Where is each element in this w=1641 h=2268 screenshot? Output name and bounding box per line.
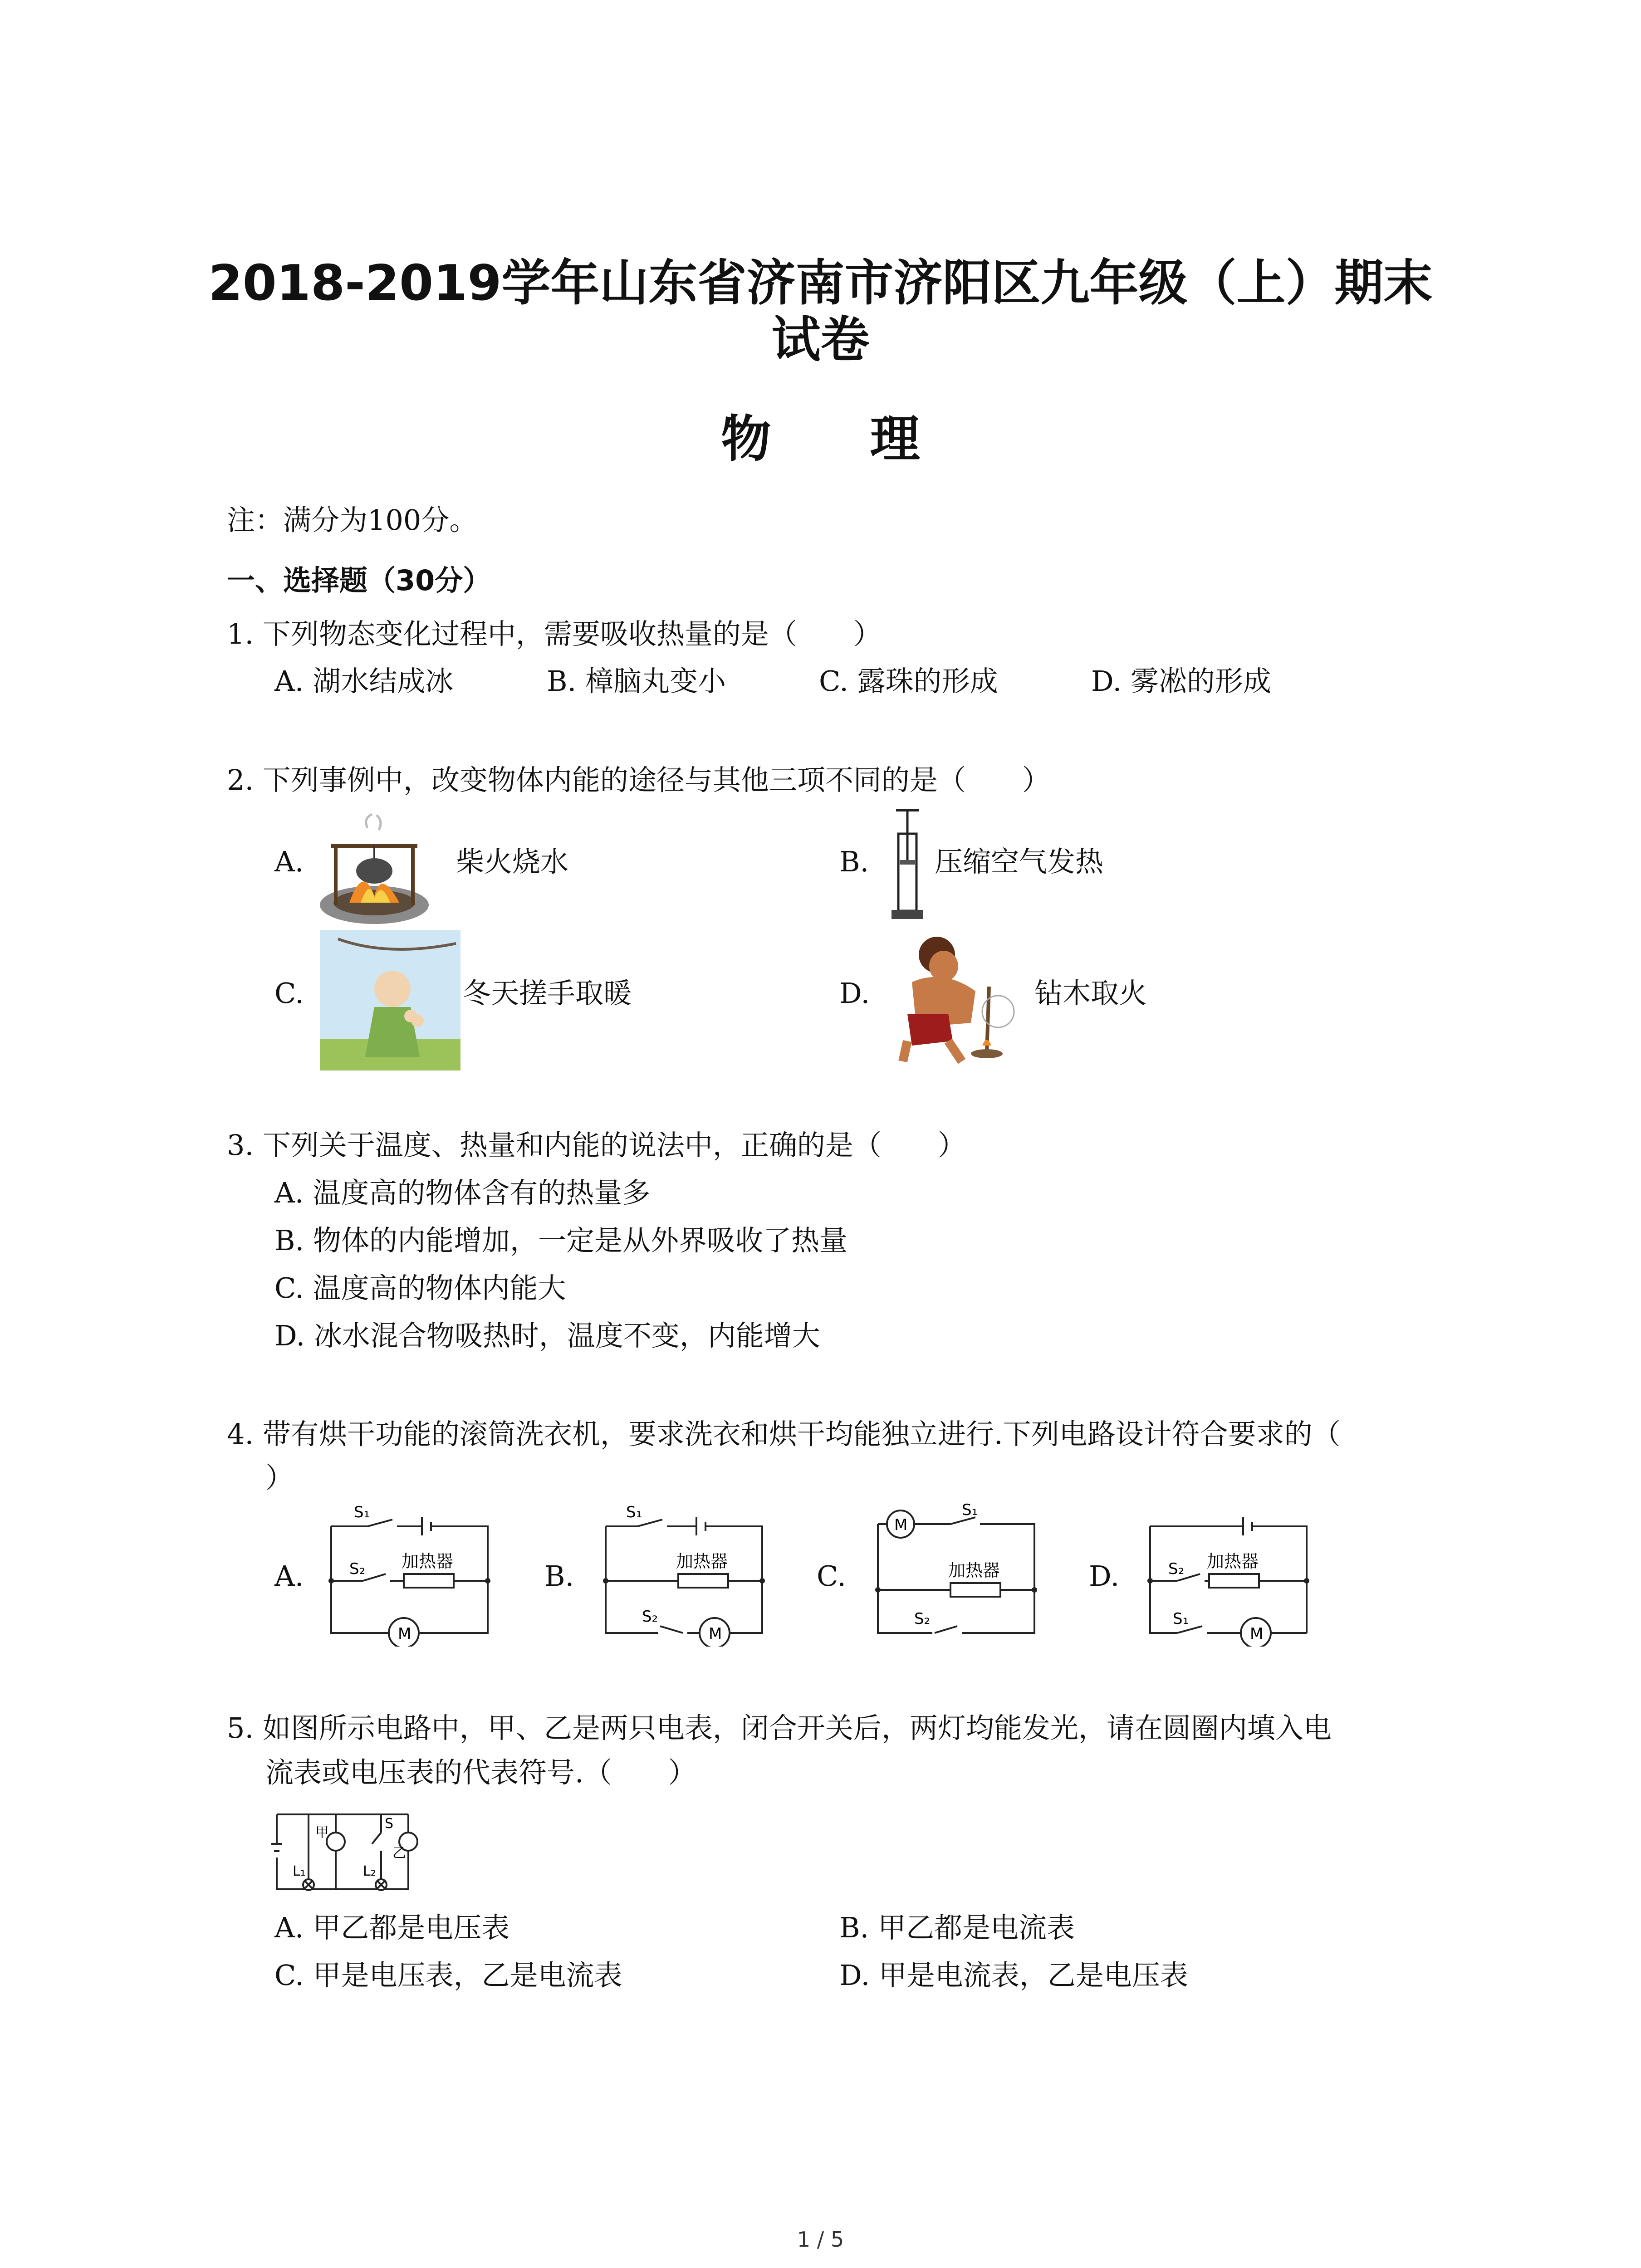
section-heading: 一、选择题（30分） xyxy=(227,564,491,597)
score-note: 注：满分为100分。 xyxy=(227,503,478,537)
question-5-option-d: D. 甲是电流表，乙是电压表 xyxy=(839,1959,1188,1992)
question-2-option-d-text: 钻木取火 xyxy=(1034,977,1147,1010)
question-4-option-a-letter: A. xyxy=(274,1559,304,1593)
question-4-option-c-letter: C. xyxy=(817,1559,846,1593)
page-number: 1 / 5 xyxy=(797,2227,844,2252)
circuit-d-heater-label: 加热器 xyxy=(1207,1551,1259,1571)
circuit-a-switch1-label: S₁ xyxy=(354,1503,370,1521)
question-5-stem-line1: 5. 如图所示电路中，甲、乙是两只电表，闭合开关后，两灯均能发光，请在圆圈内填入电 xyxy=(227,1711,1332,1745)
circuit-c-switch1-label: S₁ xyxy=(962,1501,978,1519)
question-1-option-b: B. 樟脑丸变小 xyxy=(547,665,726,698)
subject-heading: 物 理 xyxy=(721,410,961,468)
meter-switch-label: S xyxy=(385,1816,394,1832)
circuit-b-switch1-label: S₁ xyxy=(626,1503,642,1521)
question-2-option-a-letter: A. xyxy=(274,845,304,878)
lamp-l2-label: L₂ xyxy=(363,1863,376,1879)
question-5-stem-line2: 流表或电压表的代表符号.（ ） xyxy=(265,1756,696,1789)
question-2-option-d-letter: D. xyxy=(839,977,870,1010)
document-title-line1: 2018-2019学年山东省济南市济阳区九年级（上）期末 xyxy=(208,255,1433,312)
question-4-option-b-letter: B. xyxy=(544,1559,574,1593)
question-1-option-a: A. 湖水结成冰 xyxy=(274,665,454,698)
circuit-c-motor-label: M xyxy=(894,1516,908,1534)
rubbing-hands-picture xyxy=(320,930,460,1070)
question-3-option-b: B. 物体的内能增加，一定是从外界吸收了热量 xyxy=(274,1224,847,1257)
question-4-stem-line2: ） xyxy=(265,1461,294,1494)
question-2-stem: 2. 下列事例中，改变物体内能的途径与其他三项不同的是（ ） xyxy=(227,763,1050,797)
question-4-stem-line1: 4. 带有烘干功能的滚筒洗衣机，要求洗衣和烘干均能独立进行.下列电路设计符合要求的（ xyxy=(227,1418,1341,1451)
question-1-option-d: D. 雾凇的形成 xyxy=(1091,665,1271,698)
air-compression-cylinder-picture xyxy=(887,807,928,924)
circuit-b-heater-label: 加热器 xyxy=(676,1551,728,1571)
question-1-option-c: C. 露珠的形成 xyxy=(819,665,998,698)
question-3-stem: 3. 下列关于温度、热量和内能的说法中，正确的是（ ） xyxy=(227,1129,966,1162)
question-2-option-c-letter: C. xyxy=(274,977,304,1010)
meter-yi-label: 乙 xyxy=(392,1845,406,1861)
drilling-wood-fire-picture xyxy=(894,932,1021,1064)
circuit-a-heater-label: 加热器 xyxy=(402,1551,454,1571)
question-2-option-c-text: 冬天搓手取暖 xyxy=(463,977,632,1010)
circuit-diagram-a xyxy=(318,1501,499,1647)
question-3-option-a: A. 温度高的物体含有的热量多 xyxy=(274,1176,651,1209)
circuit-d-switch2-label: S₂ xyxy=(1168,1560,1185,1578)
question-2-option-b-letter: B. xyxy=(839,845,869,878)
question-3-option-d: D. 冰水混合物吸热时，温度不变，内能增大 xyxy=(274,1319,820,1352)
question-5-option-b: B. 甲乙都是电流表 xyxy=(839,1911,1075,1944)
circuit-c-heater-label: 加热器 xyxy=(948,1560,1000,1580)
circuit-b-switch2-label: S₂ xyxy=(642,1608,658,1626)
question-2-option-b-text: 压缩空气发热 xyxy=(935,845,1104,878)
circuit-diagram-d xyxy=(1136,1501,1318,1647)
question-3-option-c: C. 温度高的物体内能大 xyxy=(274,1271,566,1305)
document-title-line2: 试卷 xyxy=(771,312,870,368)
campfire-kettle-picture xyxy=(318,810,431,928)
question-1-stem: 1. 下列物态变化过程中，需要吸收热量的是（ ） xyxy=(227,617,882,650)
question-5-option-c: C. 甲是电压表，乙是电流表 xyxy=(274,1959,622,1992)
circuit-a-motor-label: M xyxy=(398,1625,411,1643)
lamp-l1-label: L₁ xyxy=(293,1863,306,1879)
meter-circuit-figure xyxy=(268,1808,422,1898)
meter-jia-label: 甲 xyxy=(315,1825,329,1841)
circuit-diagram-c xyxy=(864,1499,1046,1649)
question-2-option-a-text: 柴火烧水 xyxy=(456,845,569,878)
question-4-option-d-letter: D. xyxy=(1089,1559,1120,1593)
circuit-d-motor-label: M xyxy=(1250,1625,1264,1643)
circuit-a-switch2-label: S₂ xyxy=(349,1560,366,1578)
question-5-option-a: A. 甲乙都是电压表 xyxy=(274,1911,510,1944)
circuit-diagram-b xyxy=(592,1501,774,1647)
circuit-d-switch1-label: S₁ xyxy=(1173,1610,1189,1628)
circuit-c-switch2-label: S₂ xyxy=(914,1610,931,1628)
circuit-b-motor-label: M xyxy=(709,1625,722,1643)
